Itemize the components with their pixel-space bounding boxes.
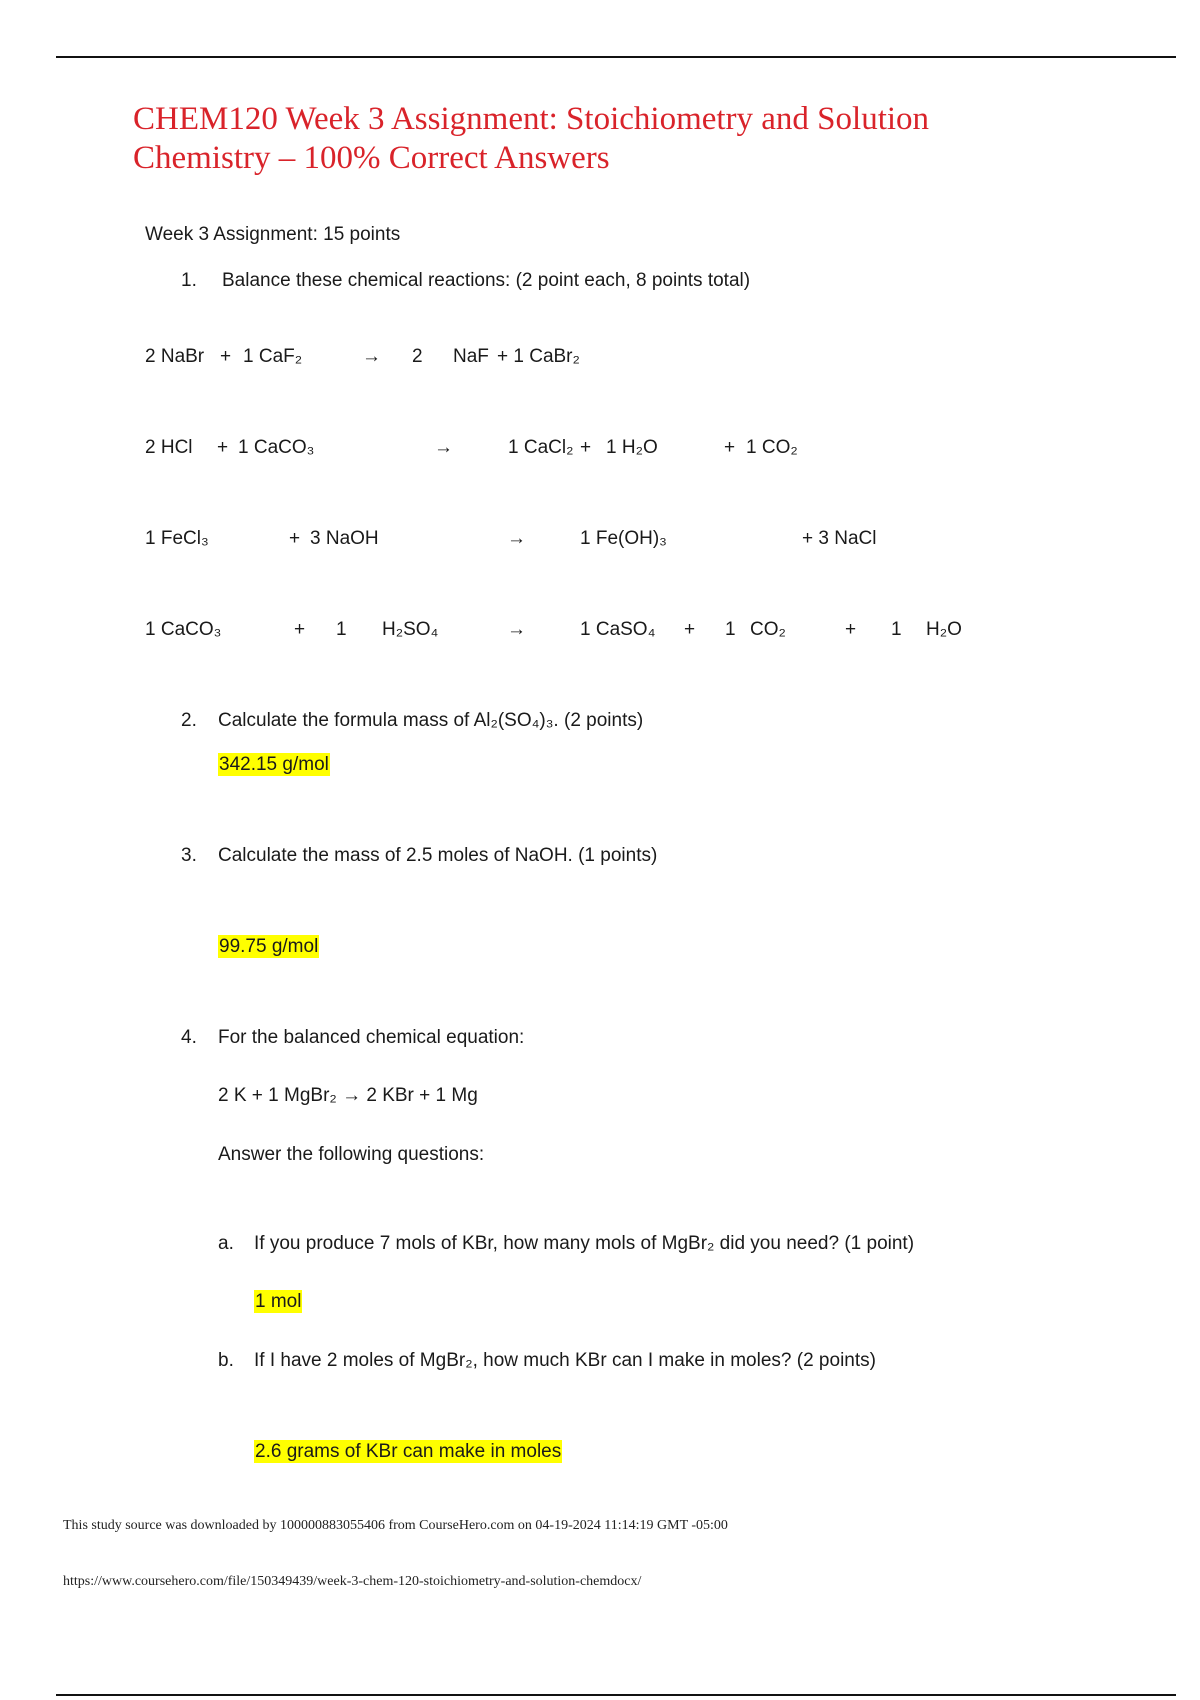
eq4-term: 1 (891, 619, 902, 640)
eq4-term: + (845, 619, 857, 640)
eq3-arrow: → (507, 528, 526, 549)
eq1-arrow: → (362, 346, 381, 367)
question-2-text: Calculate the formula mass of Al₂(SO₄)₃. (2 points) (218, 710, 644, 731)
question-1-text: Balance these chemical reactions: (2 point each, 8 points total) (222, 270, 751, 291)
top-rule (56, 56, 1176, 58)
eq4-term: 1 CaSO₄ (580, 619, 656, 640)
question-3-text: Calculate the mass of 2.5 moles of NaOH. (1 points) (218, 845, 658, 866)
eq3-term: + (289, 528, 301, 549)
eq1-term: 2 NaBr (145, 346, 205, 367)
question-4a-text: If you produce 7 mols of KBr, how many mols of MgBr₂ did you need? (1 point) (254, 1233, 915, 1254)
eq4-term: 1 (336, 619, 347, 640)
question-3-answer: 99.75 g/mol (219, 936, 319, 957)
question-4b-answer: 2.6 grams of KBr can make in moles (255, 1441, 562, 1462)
question-4-text: For the balanced chemical equation: (218, 1027, 525, 1048)
document-title: CHEM120 Week 3 Assignment: Stoichiometry and Solution Chemistry – 100% Correct Answers (133, 101, 930, 176)
question-4-equation: 2 K + 1 MgBr₂ → 2 KBr + 1 Mg (218, 1085, 478, 1106)
eq2-term: 2 HCl (145, 437, 193, 458)
eq3-term: 1 FeCl₃ (145, 528, 209, 549)
eq3-term: 1 Fe(OH)₃ (580, 528, 667, 549)
assignment-heading: Week 3 Assignment: 15 points (145, 224, 401, 245)
eq1-term: + (220, 346, 232, 367)
eq4-term: 1 (725, 619, 736, 640)
bottom-rule (56, 1694, 1176, 1696)
eq4-term: H₂O (926, 619, 962, 640)
eq1-term: 1 CaF₂ (243, 346, 303, 367)
eq1-term: NaF (453, 346, 489, 367)
question-4b-text: If I have 2 moles of MgBr₂, how much KBr can I make in moles? (2 points) (254, 1350, 876, 1371)
question-3-number: 3. (181, 845, 197, 866)
eq2-term: + (217, 437, 229, 458)
eq2-term: 1 H₂O (606, 437, 658, 458)
question-4a-letter: a. (218, 1233, 234, 1254)
eq2-term: 1 CaCO₃ (238, 437, 315, 458)
footer-source-line: This study source was downloaded by 100000883055406 from CourseHero.com on 04-19-2024 11:14:19 GMT -05:00 (63, 1518, 728, 1533)
question-4b-letter: b. (218, 1350, 234, 1371)
eq4-term: + (294, 619, 306, 640)
eq4-term: CO₂ (750, 619, 786, 640)
question-1-number: 1. (181, 270, 197, 291)
eq3-term: 3 NaOH (310, 528, 379, 549)
eq4-term: 1 CaCO₃ (145, 619, 222, 640)
eq2-term: 1 CaCl₂ (508, 437, 574, 458)
eq2-term: + (724, 437, 736, 458)
eq4-term: + (684, 619, 696, 640)
footer-url[interactable]: https://www.coursehero.com/file/150349439/week-3-chem-120-stoichiometry-and-solution-chemdocx/ (63, 1574, 642, 1589)
eq4-term: H₂SO₄ (382, 619, 439, 640)
eq3-term: + 3 NaCl (802, 528, 877, 549)
question-4a-answer: 1 mol (255, 1291, 302, 1312)
question-2-number: 2. (181, 710, 197, 731)
question-4-prompt: Answer the following questions: (218, 1144, 485, 1165)
eq2-term: 1 CO₂ (746, 437, 798, 458)
eq2-term: + (580, 437, 592, 458)
eq2-arrow: → (434, 437, 453, 458)
question-2-answer: 342.15 g/mol (219, 754, 329, 775)
eq1-term: + 1 CaBr₂ (497, 346, 580, 367)
question-4-number: 4. (181, 1027, 197, 1048)
eq4-arrow: → (507, 619, 526, 640)
eq1-term: 2 (412, 346, 423, 367)
